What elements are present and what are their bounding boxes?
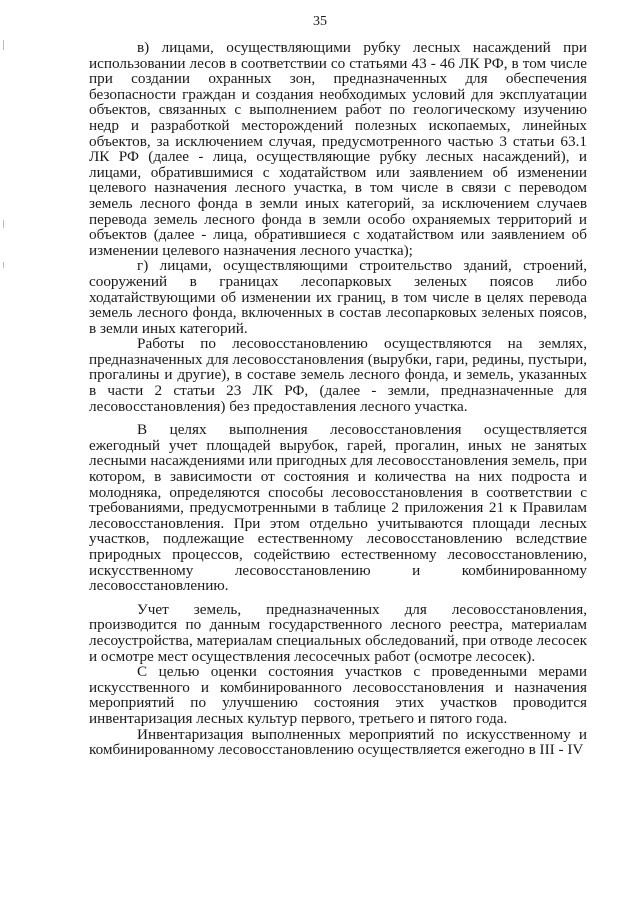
paragraph-reforestation-works: Работы по лесовосстановлению осуществляются на землях, предназначенных для лесовосстановления (вырубки, гари, редины, пустыри, прогалины и другие), в составе земель лесного фонда, и земель, указанных в части 2 статьи 23 ЛК РФ, (далее - земли, предназначенные для лесовосстановления) без предоставления лесного участка. xyxy=(89,335,587,415)
scan-margin-mark xyxy=(3,262,4,268)
page-number: 35 xyxy=(313,14,327,29)
paragraph-land-accounting-sources: Учет земель, предназначенных для лесовосстановления, производится по данным государственного лесного реестра, материалам лесоустройства, материалам специальных обследований, при отводе лесосек и осмотре мест осуществления лесосечных работ (осмотре лесосек). xyxy=(89,600,587,665)
paragraph-annual-area-accounting: В целях выполнения лесовосстановления осуществляется ежегодный учет площадей вырубок, гарей, прогалин, иных не занятых лесными насаждениями или пригодных для лесовосстановления земель, при котором, в зависимости от состояния и количества на них подроста и молодняка, определяются способы лесовосстановления в соответствии с требованиями, предусмотренными в таблице 2 приложения 21 к Правилам лесовосстановления. При этом отдельно учитываются площади лесных участков, подлежащие естественному лесовосстановлению вследствие природных процессов, содействию естественному лесовосстановлению, искусственному лесовосстановлению и комбинированному лесовосстановлению. xyxy=(89,421,587,595)
paragraph-v-logging-persons: в) лицами, осуществляющими рубку лесных насаждений при использовании лесов в соответствии со статьями 43 - 46 ЛК РФ, в том числе при создании охранных зон, предназначенных для обеспечения безопасности граждан и создания необходимых условий для эксплуатации объектов, связанных с выполнением работ по геологическому изучению недр и разработкой месторождений полезных ископаемых, линейных объектов, за исключением случая, предусмотренного частью 3 статьи 63.1 ЛК РФ (далее - лица, осуществляющие рубку лесных насаждений), и лицами, обратившимися с ходатайством или заявлением об изменении целевого назначения лесного участка, в том числе в связи с переводом земель лесного фонда в земли иных категорий, за исключением случаев перевода земель лесного фонда в земли особо охраняемых территорий и объектов (далее - лица, обратившиеся с ходатайством или заявлением об изменении целевого назначения лесного участка); xyxy=(89,39,587,259)
paragraph-crop-inventory-purpose: С целью оценки состояния участков с проведенными мерами искусственного и комбинированного лесовосстановления и назначения мероприятий по улучшению состояния этих участков проводится инвентаризация лесных культур первого, третьего и пятого года. xyxy=(89,663,587,727)
scan-margin-mark xyxy=(3,40,4,50)
document-body xyxy=(89,40,587,758)
paragraph-g-construction-persons: г) лицами, осуществляющими строительство зданий, строений, сооружений в границах лесопарковых зеленых поясов либо ходатайствующими об изменении их границ, в том числе в целях перевода земель лесного фонда, включенных в состав лесопарковых зеленых поясов, в земли иных категорий. xyxy=(89,257,587,337)
paragraph-inventory-schedule: Инвентаризация выполненных мероприятий по искусственному и комбинированному лесовосстановлению осуществляется ежегодно в III - IV xyxy=(89,725,587,759)
scan-margin-mark xyxy=(3,220,4,228)
